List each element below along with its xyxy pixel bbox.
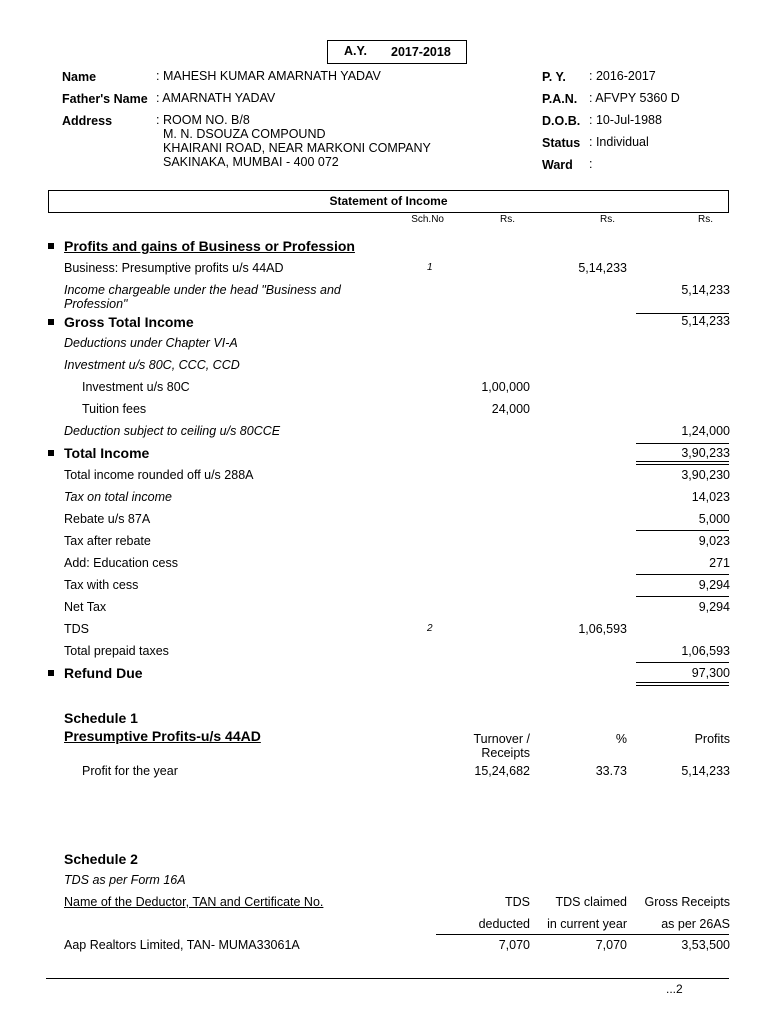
total-rule-1 xyxy=(636,461,729,462)
address-line-4: SAKINAKA, MUMBAI - 400 072 xyxy=(163,155,339,169)
address-line-2: M. N. DSOUZA COMPOUND xyxy=(163,127,326,141)
bullet-square-icon xyxy=(48,450,54,456)
name-label: Name xyxy=(62,70,97,84)
sch2-col-tds-1: TDS xyxy=(505,895,530,909)
sch2-col-gross-1: Gross Receipts xyxy=(644,895,730,909)
tds-sch-no: 2 xyxy=(427,623,433,634)
col-header-schno: Sch.No xyxy=(411,214,444,225)
gti-heading: Gross Total Income xyxy=(64,314,194,330)
net-tax-label: Net Tax xyxy=(64,600,107,614)
sch1-row-label: Profit for the year xyxy=(82,764,178,778)
rebate-label: Rebate u/s 87A xyxy=(64,512,151,526)
subtotal-rule xyxy=(636,574,729,575)
address-label: Address xyxy=(62,114,113,128)
sch1-row-turnover: 15,24,682 xyxy=(474,764,530,778)
sch1-col-turnover-1: Turnover / xyxy=(473,732,530,746)
ward-label: Ward xyxy=(542,158,573,172)
sch2-col-claimed-2: in current year xyxy=(547,917,627,931)
tax-cess-label: Tax with cess xyxy=(64,578,139,592)
total-income-amount: 3,90,233 xyxy=(681,446,730,460)
sch2-col-tds-2: deducted xyxy=(478,917,530,931)
tax-cess-amount: 9,294 xyxy=(698,578,730,592)
schedule-2-subtitle: TDS as per Form 16A xyxy=(64,873,186,887)
pan-label: P.A.N. xyxy=(542,92,578,106)
cess-amount: 271 xyxy=(709,556,730,570)
sch2-col-gross-2: as per 26AS xyxy=(661,917,730,931)
prepaid-amount: 1,06,593 xyxy=(681,644,730,658)
schedule-1-subtitle: Presumptive Profits-u/s 44AD xyxy=(64,728,261,744)
pan-value: : AFVPY 5360 D xyxy=(589,91,680,105)
sch2-row-claimed: 7,070 xyxy=(595,938,627,952)
father-name-value: : AMARNATH YADAV xyxy=(156,91,276,105)
subtotal-rule xyxy=(636,596,729,597)
tax-after-label: Tax after rebate xyxy=(64,534,151,548)
chargeable-label-line-1: Income chargeable under the head "Business and xyxy=(64,283,341,297)
refund-heading: Refund Due xyxy=(64,665,143,681)
schedule-2-title: Schedule 2 xyxy=(64,851,138,867)
py-value: : 2016-2017 xyxy=(589,69,656,83)
statement-title: Statement of Income xyxy=(329,194,448,208)
py-label: P. Y. xyxy=(542,70,566,84)
page-continuation-marker: ...2 xyxy=(666,982,683,996)
sch2-row-tds: 7,070 xyxy=(498,938,530,952)
sch1-row-profits: 5,14,233 xyxy=(681,764,730,778)
bullet-square-icon xyxy=(48,670,54,676)
schedule-2-header-rule xyxy=(436,934,729,935)
total-rule-2 xyxy=(636,464,729,465)
ward-value: : xyxy=(589,157,593,171)
total-rule-2 xyxy=(636,685,729,686)
tds-label: TDS xyxy=(64,622,89,636)
inv80c-label: Investment u/s 80C xyxy=(82,380,190,394)
sch2-col-claimed-1: TDS claimed xyxy=(555,895,627,909)
address-colon: : xyxy=(156,113,160,127)
rounded-amount: 3,90,230 xyxy=(681,468,730,482)
business-sch-no: 1 xyxy=(427,262,433,273)
net-tax-amount: 9,294 xyxy=(698,600,730,614)
sch2-col-name: Name of the Deductor, TAN and Certificate No. xyxy=(64,895,324,909)
sch1-col-pct: % xyxy=(615,732,627,746)
ay-label: A.Y. xyxy=(344,44,367,58)
sch1-col-profits: Profits xyxy=(694,732,730,746)
sch1-row-pct: 33.73 xyxy=(595,764,627,778)
subtotal-rule xyxy=(636,662,729,663)
total-rule-1 xyxy=(636,682,729,683)
sch1-col-turnover-2: Receipts xyxy=(481,746,530,760)
sch2-row-gross: 3,53,500 xyxy=(681,938,730,952)
tuition-amount: 24,000 xyxy=(491,402,530,416)
status-value: : Individual xyxy=(589,135,649,149)
col-header-rs-2: Rs. xyxy=(600,214,615,225)
inv80c-amount: 1,00,000 xyxy=(481,380,530,394)
tuition-label: Tuition fees xyxy=(82,402,147,416)
gti-amount: 5,14,233 xyxy=(681,314,730,328)
rebate-amount: 5,000 xyxy=(698,512,730,526)
subtotal-rule xyxy=(636,443,729,444)
total-income-heading: Total Income xyxy=(64,445,150,461)
ceiling-label: Deduction subject to ceiling u/s 80CCE xyxy=(64,424,281,438)
investment-head-label: Investment u/s 80C, CCC, CCD xyxy=(64,358,240,372)
schedule-1-title: Schedule 1 xyxy=(64,710,138,726)
prepaid-label: Total prepaid taxes xyxy=(64,644,169,658)
name-value: : MAHESH KUMAR AMARNATH YADAV xyxy=(156,69,381,83)
subtotal-rule xyxy=(636,530,729,531)
status-label: Status xyxy=(542,136,581,150)
deductions-label: Deductions under Chapter VI-A xyxy=(64,336,238,350)
bullet-square-icon xyxy=(48,243,54,249)
tds-amount: 1,06,593 xyxy=(578,622,627,636)
pgbp-heading: Profits and gains of Business or Profession xyxy=(64,238,355,254)
ceiling-amount: 1,24,000 xyxy=(681,424,730,438)
col-header-rs-3: Rs. xyxy=(698,214,713,225)
business-label: Business: Presumptive profits u/s 44AD xyxy=(64,261,284,275)
rounded-label: Total income rounded off u/s 288A xyxy=(64,468,254,482)
ay-value: 2017-2018 xyxy=(391,45,451,59)
tax-after-amount: 9,023 xyxy=(698,534,730,548)
father-name-label: Father's Name xyxy=(62,92,148,106)
chargeable-amount: 5,14,233 xyxy=(681,283,730,297)
business-amount: 5,14,233 xyxy=(578,261,627,275)
col-header-rs-1: Rs. xyxy=(500,214,515,225)
tax-total-label: Tax on total income xyxy=(64,490,172,504)
refund-amount: 97,300 xyxy=(691,666,730,680)
chargeable-label-line-2: Profession" xyxy=(64,297,128,311)
address-line-1: ROOM NO. B/8 xyxy=(163,113,250,127)
tax-total-amount: 14,023 xyxy=(691,490,730,504)
cess-label: Add: Education cess xyxy=(64,556,178,570)
dob-value: : 10-Jul-1988 xyxy=(589,113,662,127)
footer-rule xyxy=(46,978,729,979)
bullet-square-icon xyxy=(48,319,54,325)
dob-label: D.O.B. xyxy=(542,114,581,128)
address-line-3: KHAIRANI ROAD, NEAR MARKONI COMPANY xyxy=(163,141,431,155)
sch2-row-name: Aap Realtors Limited, TAN- MUMA33061A xyxy=(64,938,300,952)
